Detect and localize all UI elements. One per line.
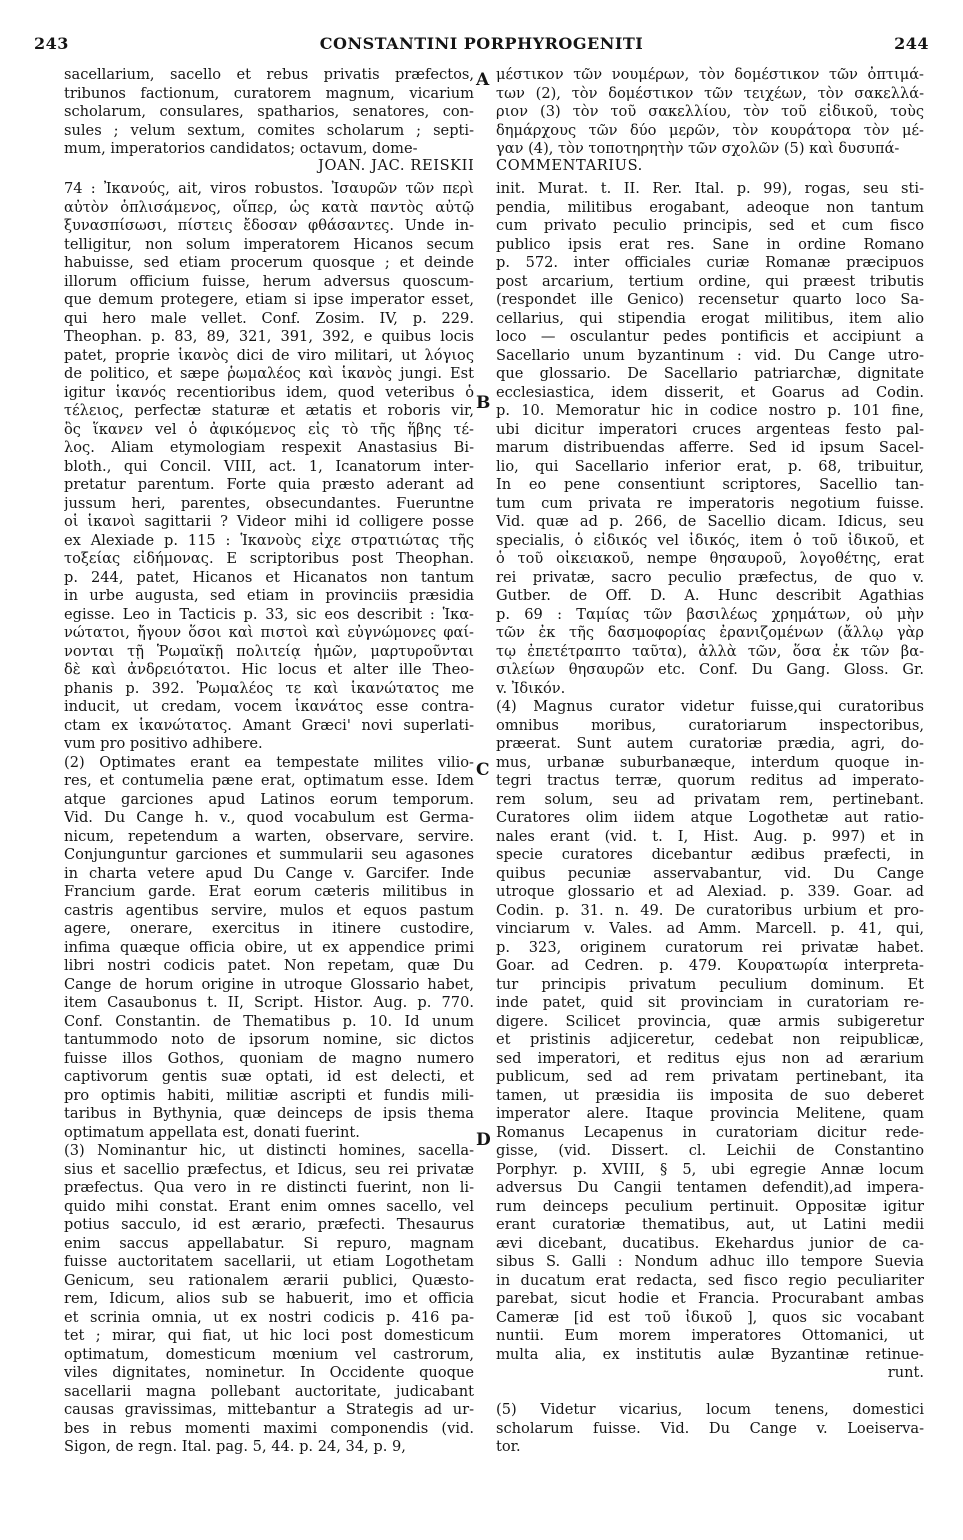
text-line: omnibus moribus, curatoriarum inspectoribus, [496,716,924,734]
text-line: nales erant (vid. t. I, Hist. Aug. p. 997) et in [496,827,924,845]
margin-marker-a: A [476,70,490,90]
text-line: Gutber. de Off. D. A. Hunc describit Agathias [496,587,924,604]
margin-marker-d: D [476,1130,491,1150]
text-line: egisse. Leo in Tacticis p. 33, sic eos describit : Ἱκα- [64,605,474,623]
text-line: mus, urbanæ suburbanæque, interdum quoque in- [496,753,924,771]
signature: JOAN. JAC. REISKII [318,157,475,174]
text-line: vum pro positivo adhibere. [64,735,263,752]
commentary-heading: COMMENTARIUS. [496,157,643,174]
page-number-left: 243 [34,34,69,53]
text-line: tor. [496,1438,521,1455]
text-line: pretatur parentum. Forte quia præsto aderant ad [64,476,474,493]
text-line: optimatum appellata est, donati fuerint. [64,1123,360,1141]
text-line: οἱ ἱκανοὶ sagittarii ? Videor mihi id colligere posse [64,513,474,530]
text-line: ξυνασπίσωσι, πίστεις ἔδοσαν φθάσαντες. Unde in- [64,217,474,234]
text-line: ριον (3) τὸν τοῦ σακελλίου, τὸν τοῦ εἰδικοῦ, τοὺς [496,103,924,120]
text-line: ex Alexiade p. 115 : Ἱκανοὺς εἶχε στρατιώτας τῆς [64,531,474,549]
text-line: publicum, sed ad rem privatam pertinebant, ita [496,1068,924,1085]
text-line: νώτατοι, ἤγουν ὅσοι καὶ πιστοὶ καὶ εὐγνώμονες φαί- [64,624,474,641]
text-line: rem solum, seu ad privatam rem, pertinebant. [496,790,924,808]
text-line: Conjunguntur garciones et summularii seu agasones [64,846,474,863]
text-line: illorum officium fuisse, herum adversus quoscum- [64,272,474,290]
text-line: fuisse auctoritatem sacellarii, ut etiam Logothetam [64,1253,474,1270]
text-line: cellarius, qui stipendia erogat militibus, item alio [496,309,924,327]
text-line: tur principis privatum peculium dominum. Et [496,975,924,993]
text-line: atque garciones apud Latinos eorum temporum. [64,790,474,808]
text-line: ὃς ἵκανεν vel ὁ ἀφικόμενος εἰς τὸ τῆς ἥβης τέ- [64,420,474,438]
text-line: Vid. quæ ad p. 266, de Sacellio dicam. Idicus, seu [496,513,924,530]
text-line: marum distribuendas afferre. Sed id ipsum Sacel- [496,439,924,456]
text-line: Genicum, seu rationalem ærarii publici, Quæsto- [64,1271,474,1289]
text-line: p. 69 : Ταμίας τῶν βασιλέως χρημάτων, οὐ μὴν [496,605,924,623]
text-line: sius et sacellio præfectus, et Idicus, seu rei privatæ [64,1160,474,1178]
text-line: tantummodo noto de ipsorum nomine, sic dictos [64,1031,474,1048]
text-line: libri nostri codicis patet. Non repetam, quæ Du [64,957,474,974]
text-line: tet ; mirar, qui fiat, ut hic loci post domesticum [64,1327,474,1344]
text-line: erant curatoriæ thematibus, aut, ut Latini medii [496,1216,924,1233]
text-line: δημάρχους τῶν δύο μερῶν, τὸν κουράτορα τὸν μέ- [496,121,924,139]
text-line: Sacellario unum byzantinum : vid. Du Cange utro- [496,346,924,364]
text-line: infima quæque officia obire, ut ex appendice primi [64,938,474,956]
text-line: taribus in Bythynia, quæ deinceps de ipsis thema [64,1105,474,1122]
text-line: In eo pene consentiunt scriptores, Sacellio tan- [496,476,924,493]
text-line: gisse, (vid. Dissert. cl. Leichii de Constantino [496,1142,924,1159]
text-line: γαν (4), τὸν τοποτηρητὴν τῶν σχολῶν (5) καὶ δυσυπά- [496,140,900,157]
text-line: multa alia, ex institutis aulæ Byzantinæ retinue- [496,1345,924,1363]
text-line: Codin. p. 31. n. 49. De curatoribus urbium et pro- [496,901,924,919]
text-line: ubi dicitur imperatori cruces argenteas festo pal- [496,420,924,438]
text-line: in ducatum erat redacta, sed fisco regio peculiariter [496,1271,924,1289]
text-line: bloth., qui Concil. VIII, act. 1, Icanatorum inter- [64,457,474,475]
text-line: Goar. ad Cedren. p. 479. Κουρατωρία interpreta- [496,957,924,974]
text-top-left [64,66,474,159]
text-line: sacellarium, sacello et rebus privatis præfectos, [64,66,474,83]
margin-marker-b: B [476,393,491,413]
text-line: causas gravissimas, mittebantur a Strategis ad ur- [64,1401,474,1418]
text-line: sules ; velum sextum, comites scholarum ; septi- [64,121,474,139]
text-line: λος. Aliam etymologiam respexit Anastasius Bi- [64,439,474,456]
text-line: viles dignitates, nominetur. In Occidente quoque [64,1364,474,1381]
text-line: sibus S. Galli : Nondum adhuc illo tempore Suevia [496,1253,924,1270]
text-line: rem, Idicum, alios sub se habuerit, imo et officia [64,1290,474,1307]
text-line: specialis, ὁ εἰδικός vel ἰδικός, item ὁ τοῦ ἰδικοῦ, et [496,531,924,549]
running-title: CONSTANTINI PORPHYROGENITI [319,34,644,53]
text-line: optimatum, domesticum mœnium vel castrorum, [64,1345,474,1363]
text-line: agere, onerare, exercitus in itinere custodire, [64,920,474,937]
text-line: scholarum fuisse. Vid. Du Cange v. Loeiserva- [496,1419,924,1437]
text-line: in charta vetere apud Du Cange v. Garcifer. Inde [64,864,474,882]
text-line: p. 244, patet, Hicanos et Hicanatos non tantum [64,568,474,586]
text-line: (4) Magnus curator videtur fuisse,qui curatoribus [496,698,924,715]
text-line: quido mihi constat. Erant enim omnes sacello, vel [64,1197,474,1215]
text-line: utroque glossario et ad Alexiad. p. 339. Goar. ad [496,883,924,900]
text-line: de politico, et sæpe ῥωμαλέος καὶ ἱκανὸς jungi. Est [64,365,474,382]
text-line: cum privato peculio principis, sed et cum fisco [496,217,924,234]
text-line: inde patet, quid sit provinciam in curatoriam re- [496,994,924,1011]
text-line: Vid. Du Cange h. v., quod vocabulum est Germa- [64,809,474,826]
text-line: Theophan. p. 83, 89, 321, 391, 392, e quibus locis [64,328,474,345]
text-line: δὲ καὶ ἀνδρειότατοι. Hic locus et alter ille Theo- [64,661,474,678]
text-line: item Casaubonus t. II, Script. Histor. Aug. p. 770. [64,994,474,1011]
text-line: init. Murat. t. II. Rer. Ital. p. 99), rogas, seu sti- [496,180,924,197]
text-line: Sigon, de regn. Ital. pag. 5, 44. p. 24, 34, p. 9, [64,1438,406,1455]
text-line: præfectus. Qua vero in re distincti fuerint, non li- [64,1179,474,1196]
text-line: fuisse illos Gothos, quoniam de magno numero [64,1049,474,1067]
text-line: specie curatores dicebantur ædibus præfecti, in [496,846,924,863]
text-line: jussum heri, parentes, obsecundantes. Fueruntne [64,494,474,512]
text-line: parebat, sicut hodie et Francia. Procurabant ambas [496,1290,924,1307]
text-line: sacellarii magna pollebant auctoritate, judicabant [64,1382,474,1400]
text-line: lio, qui Sacellario inferior erat, p. 68, tribuitur, [496,457,924,475]
text-line: ævi dicebant, ducatibus. Ekehardus junior de ca- [496,1234,924,1252]
text-line: (2) Optimates erant ea tempestate milites vilio- [64,753,474,771]
text-line: mum, imperatorios candidatos; octavum, dome- [64,140,418,157]
page-number-right: 244 [894,34,929,53]
text-line: in urbe augusta, sed etiam in provinciis præsidia [64,587,474,604]
text-line: igitur ἱκανός recentioribus idem, quod veteribus ὁ [64,383,474,401]
text-line: tamen, ut præsidia iis imposita de suo deberet [496,1086,924,1104]
text-line: potius sacculo, id est ærario, præfecti. Thesaurus [64,1216,474,1233]
text-line: ecclesiastica, idem disserit, et Goarus ad Codin. [496,383,924,401]
text-line: (5) Videtur vicarius, locum tenens, domestici [496,1401,924,1418]
text-top-right [496,66,924,159]
text-line: sed imperatori, et reditus ejus non ad ærarium [496,1049,924,1067]
text-line: quibus pecuniæ asservabantur, vid. Du Cange [496,864,924,882]
text-line: τοξείας εἰδήμονας. E scriptoribus post Theophan. [64,550,474,567]
text-line: (respondet ille Genico) recensetur quarto loco Sa- [496,291,924,308]
text-line: αὐτὸν ὁπλισάμενος, οἵπερ, ὡς κατὰ παντὸς αὐτῷ [64,198,474,216]
text-line: vinciarum v. Vales. ad Amm. Marcell. p. 41, qui, [496,920,924,937]
text-line: phanis p. 392. Ῥωμαλέος τε καὶ ἱκανώτατος me [64,679,474,697]
text-line: captivorum gentis suæ optati, id est delecti, et [64,1068,474,1085]
text-line: præerat. Sunt autem curatoriæ prædia, agri, do- [496,735,924,752]
text-line: pro optimis habiti, militiæ ascripti et fundis mili- [64,1086,474,1104]
text-line: p. 323, originem curatorum rei privatæ habet. [496,938,924,956]
text-line: p. 572. inter officiales curiæ Romanæ præcipuos [496,254,924,271]
commentary-right-column [496,180,924,1457]
text-line: scholarum, consulares, spatharios, senatores, con- [64,103,474,120]
text-line: Porphyr. p. XVIII, § 5, ubi egregie Annæ locum [496,1160,924,1178]
text-line: tum cum privata re imperatoris negotium fuisse. [496,494,924,512]
text-line: (3) Nominantur hic, ut distincti homines, sacella- [64,1142,474,1159]
text-line: et pristinis adjiceretur, cedebat non reipublicæ, [496,1031,924,1048]
text-line: digere. Scilicet provincia, quæ armis subigeretur [496,1012,924,1030]
text-line: tegri tractus terræ, quorum reditus ad imperato- [496,772,924,789]
text-line: qui hero male vellet. Conf. Zosim. IV, p. 229. [64,309,474,327]
text-line: σιλείων θησαυρῶν etc. Conf. Du Gang. Gloss. Gr. [496,661,924,678]
text-line: patet, proprie ἱκανὸς dici de viro militari, ut λόγιος [64,346,474,364]
text-line: Conf. Constantin. de Thematibus p. 10. Id unum [64,1012,474,1030]
text-line: telligitur, non solum imperatorem Hicanos secum [64,235,474,253]
text-line: Cange de horum origine in utroque Glossario habet, [64,975,474,993]
text-line: habuisse, sed etiam procerum quosque ; et deinde [64,254,474,271]
text-line: Romanus Lecapenus in curatoriam dicitur rede- [496,1123,924,1141]
text-line: τέλειος, perfectæ staturæ et ætatis et roboris vir, [64,402,474,419]
text-line: pendia, militibus erogabant, adeoque non tantum [496,198,924,216]
running-header [34,30,929,58]
text-line: ὁ τοῦ οἰκειακοῦ, nempe θησαυροῦ, λογοθέτης, erat [496,550,924,567]
text-line: adversus Du Cangii tentamen defendit),ad impera- [496,1179,924,1196]
text-line: nicum, repetendum a warten, observare, servire. [64,827,474,845]
text-line: Cameræ [id est τοῦ ἰδικοῦ ], quos sic vocabant [496,1308,924,1326]
text-line: tribunos factionum, curatorem magnum, vicarium [64,84,474,102]
text-line: castris agentibus servire, mulos et equos pastum [64,901,474,919]
text-line: των (2), τὸν δομέστικον τῶν τειχέων, τὸν σακελλά- [496,84,924,102]
text-line [496,1383,924,1402]
text-line: et scrinia omnia, ut ex nostri codicis p. 416 pa- [64,1308,474,1326]
text-line: ctam ex ἱκανώτατος. Amant Græci' novi superlati- [64,716,474,734]
text-line: τῶν ἐκ τῆς δασμοφορίας ἐρανιζομένων (ἄλλῳ γὰρ [496,624,924,641]
text-line: post arcarium, tertium ordine, qui præest tributis [496,272,924,290]
text-line: μέστικον τῶν νουμέρων, τὸν δομέστικον τῶν ὀπτιμά- [496,66,924,83]
text-line: nuntii. Eum morem imperatores Ottomanici, ut [496,1327,924,1344]
text-line: bes in rebus momenti maximi componendis (vid. [64,1419,474,1437]
text-line: que demum protegere, etiam si ipse imperator esset, [64,291,474,308]
text-line: loco — osculantur pedes pontificis et accipiunt a [496,328,924,345]
text-line: 74 : Ἰκανούς, ait, viros robustos. Ἰσαυρῶν τῶν περὶ [64,180,474,197]
text-line: enim saccus appellabatur. Si repuro, magnam [64,1234,474,1252]
text-line: rum deinceps peculium pertinuit. Oppositæ igitur [496,1197,924,1215]
text-line: res, et contumelia pæne erat, optimatum esse. Idem [64,772,474,789]
text-line: runt. [887,1364,924,1381]
commentary-left-column [64,180,474,1457]
text-line: νονται τῇ Ῥωμαϊκῇ πολιτείᾳ ἡμῶν, μαρτυροῦνται [64,642,474,660]
text-line: publico ipsis erat res. Sane in ordine Romano [496,235,924,253]
text-line: Curatores olim iidem atque Logothetæ aut ratio- [496,809,924,826]
text-line: inducit, ut credam, vocem ἱκανάτος esse contra- [64,698,474,715]
text-line: v. Ἰδικόν. [496,679,566,697]
text-line: p. 10. Memoratur hic in codice nostro p. 101 fine, [496,402,924,419]
text-line: τῳ ἐπετέτραπτο ταῦτα), ἀλλὰ τῶν, ὅσα ἐκ τῶν βα- [496,642,924,660]
text-line: Francium garde. Erat eorum cæteris militibus in [64,883,474,900]
text-line: que glossario. De Sacellario patriarchæ, dignitate [496,365,924,382]
text-line: rei privatæ, sacro peculio præfectus, de quo v. [496,568,924,586]
text-line: imperator alere. Itaque provincia Melitene, quam [496,1105,924,1122]
margin-marker-c: C [476,760,490,780]
